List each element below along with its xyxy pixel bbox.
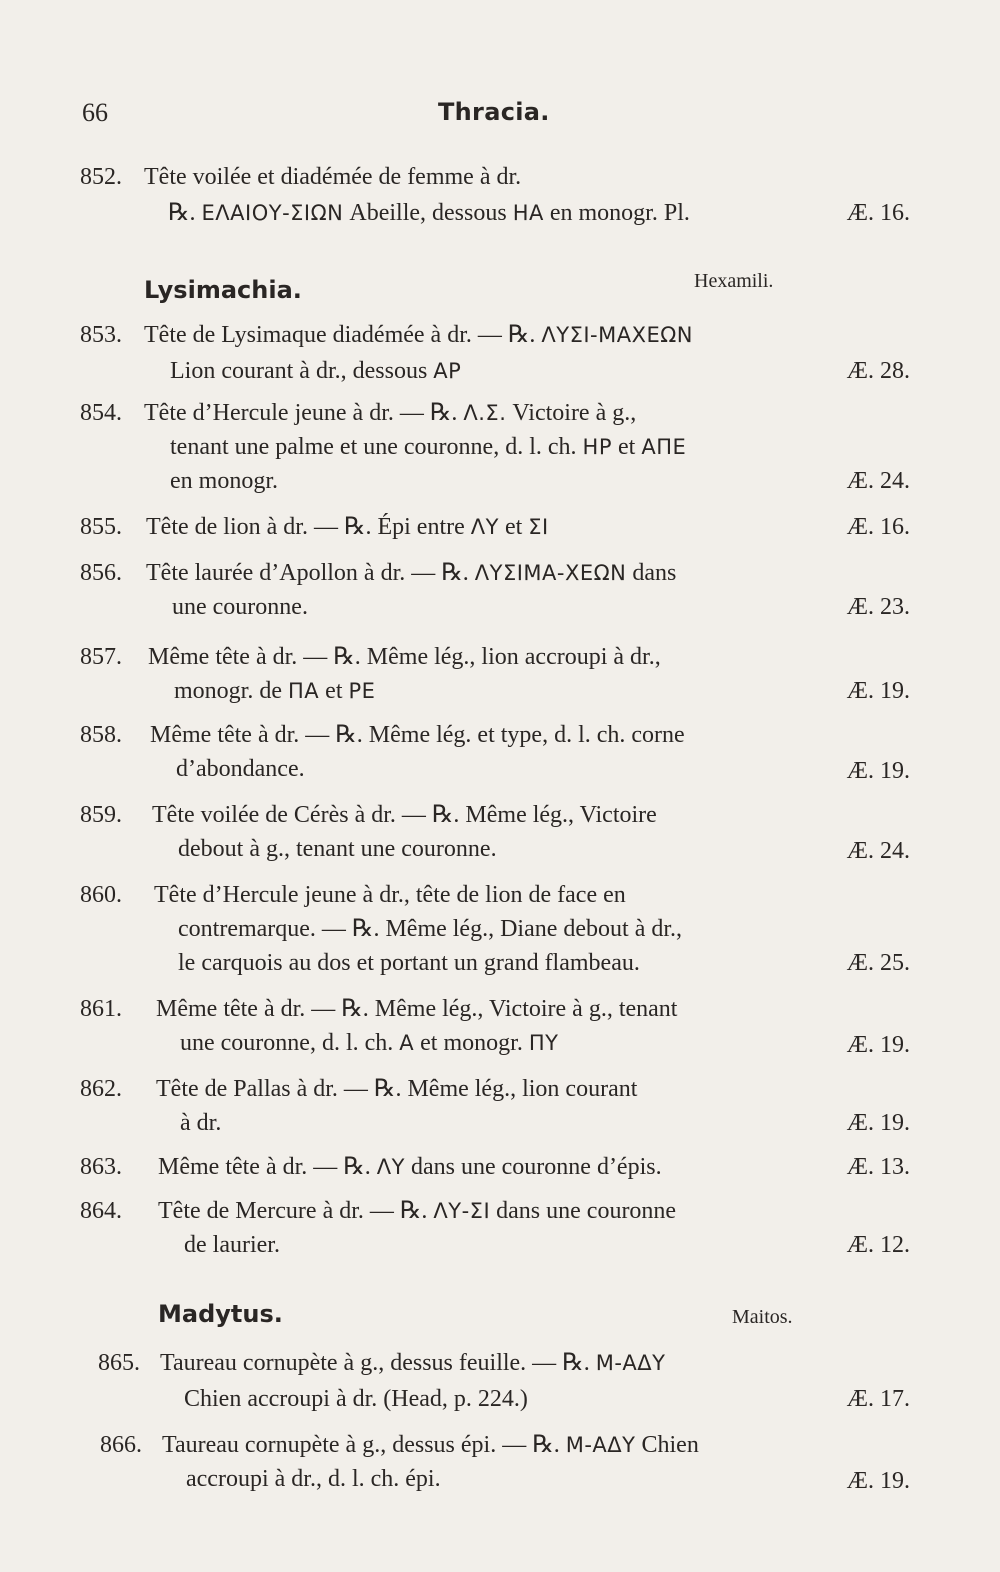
greek-legend: ΗΡ [582,435,612,459]
entry-line [168,196,690,230]
entry-line [158,1150,662,1184]
greek-legend: Λ.Σ. [463,401,507,425]
metal-size: Æ. 25. [846,950,910,976]
entry-number: 861. [80,996,122,1022]
entry-line: d’abondance. [176,756,305,782]
catalog-entry-863 [80,1150,910,1186]
entry-line: Tête voilée et diadémée de femme à dr. [144,164,522,190]
entry-number: 852. [80,164,122,190]
entry-text: une couronne, d. l. ch. [180,1030,400,1056]
entry-line: Même tête à dr. — ℞. Même lég., lion accroupi à dr., [148,644,661,670]
entry-line: Tête voilée de Cérès à dr. — ℞. Même lég., Victoire [152,802,657,828]
entry-number: 853. [80,322,122,348]
greek-legend: ΑΡ [433,359,462,383]
section-title-lysimachia: Lysimachia. [144,276,302,304]
metal-size: Æ. 13. [846,1154,910,1180]
greek-legend: ΠΑ [288,679,320,703]
entry-text: Tête de lion à dr. — ℞. Épi entre [146,514,471,540]
entry-text: Abeille, dessous [343,200,513,226]
entry-line: Tête de Pallas à dr. — ℞. Même lég., lion courant [156,1076,638,1102]
entry-number: 865. [98,1350,140,1376]
entry-number: 857. [80,644,122,670]
entry-text: dans une couronne d’épis. [405,1154,662,1180]
catalog-entry-859 [80,798,910,870]
metal-size: Æ. 19. [846,1032,910,1058]
metal-size: Æ. 12. [846,1232,910,1258]
entry-line: le carquois au dos et portant un grand flambeau. [178,950,640,976]
metal-size: Æ. 23. [846,594,910,620]
entry-line [146,510,549,544]
metal-size: Æ. 19. [846,1110,910,1136]
catalog-entry-860 [80,878,910,982]
entry-text: Tête de Lysimaque diadémée à dr. — ℞. [144,322,542,348]
entry-number: 860. [80,882,122,908]
metal-size: Æ. 16. [846,514,910,540]
greek-legend: ΕΛΑΙΟΥ-ΣΙΩΝ [201,201,344,225]
entry-line: en monogr. [170,468,278,494]
entry-text: dans une couronne [490,1198,677,1224]
greek-legend: ΡΕ [348,679,376,703]
entry-line [174,674,375,708]
entry-number: 855. [80,514,122,540]
entry-number: 854. [80,400,122,426]
entry-line [170,354,461,388]
entry-line [144,396,636,430]
entry-line: contremarque. — ℞. Même lég., Diane debout à dr., [178,916,683,942]
entry-line: une couronne. [172,594,308,620]
metal-size: Æ. 24. [846,838,910,864]
entry-number: 864. [80,1198,122,1224]
entry-line: Chien accroupi à dr. (Head, p. 224.) [184,1386,528,1412]
entry-text: et [319,678,349,704]
entry-number: 859. [80,802,122,828]
entry-number: 862. [80,1076,122,1102]
entry-line [144,318,693,352]
page-number: 66 [82,98,108,127]
entry-line: de laurier. [184,1232,280,1258]
catalog-entry-865 [98,1346,910,1418]
greek-legend: ΛΥ [470,515,499,539]
entry-number: 858. [80,722,122,748]
catalog-entry-858 [80,718,910,790]
entry-text: et [612,434,642,460]
entry-text: Taureau cornupète à g., dessus épi. — ℞. [162,1432,566,1458]
entry-text: en monogr. Pl. [543,200,690,226]
greek-legend: Μ-ΑΔΥ [595,1351,666,1375]
metal-size: Æ. 28. [846,358,910,384]
metal-size: Æ. 19. [846,758,910,784]
greek-legend: Μ-ΑΔΥ [565,1433,636,1457]
metal-size: Æ. 24. [846,468,910,494]
entry-line: à dr. [180,1110,222,1136]
entry-text: tenant une palme et une couronne, d. l. ch. [170,434,583,460]
entry-line: accroupi à dr., d. l. ch. épi. [186,1466,441,1492]
catalog-entry-856 [80,556,910,628]
entry-line [146,556,676,590]
greek-legend: ΣΙ [528,515,549,539]
reverse-sign: ℞. [168,200,202,226]
entry-text: Taureau cornupète à g., dessus feuille. — ℞. [160,1350,596,1376]
catalog-entry-864 [80,1194,910,1266]
catalog-entry-862 [80,1072,910,1144]
metal-size: Æ. 17. [846,1386,910,1412]
greek-legend: ΛΥΣΙΜΑ-ΧΕΩΝ [474,561,627,585]
entry-text: et monogr. [414,1030,529,1056]
entry-line [170,430,686,464]
catalog-entry-866 [100,1428,910,1500]
section-modern-name: Maitos. [732,1306,793,1328]
metal-size: Æ. 16. [846,200,910,226]
entry-number: 866. [100,1432,142,1458]
entry-text: Même tête à dr. — ℞. [158,1154,377,1180]
entry-text: Tête laurée d’Apollon à dr. — ℞. [146,560,475,586]
catalog-entry-853 [80,318,910,388]
greek-legend: ΗΑ [512,201,544,225]
entry-line [158,1194,676,1228]
greek-legend: ΑΠΕ [641,435,687,459]
catalog-entry-852 [80,160,910,240]
greek-legend: ΠΥ [528,1031,559,1055]
entry-text: monogr. de [174,678,288,704]
entry-number: 856. [80,560,122,586]
catalog-entry-857 [80,640,910,712]
running-head: Thracia. [438,98,550,126]
entry-line [162,1428,699,1462]
greek-legend: Α [399,1031,415,1055]
entry-line: Même tête à dr. — ℞. Même lég., Victoire à g., tenant [156,996,678,1022]
section-modern-name: Hexamili. [694,270,774,292]
greek-legend: ΛΥΣΙ-ΜΑΧΕΩΝ [541,323,694,347]
entry-text: Tête de Mercure à dr. — ℞. [158,1198,434,1224]
greek-legend: ΛΥ [376,1155,405,1179]
entry-line: debout à g., tenant une couronne. [178,836,497,862]
entry-text: et [498,514,529,540]
catalog-entry-861 [80,992,910,1064]
entry-text: Chien [635,1432,699,1458]
entry-line [160,1346,665,1380]
entry-text: Tête d’Hercule jeune à dr. — ℞. [144,400,464,426]
entry-line: Même tête à dr. — ℞. Même lég. et type, d. l. ch. corne [150,722,685,748]
entry-number: 863. [80,1154,122,1180]
catalog-entry-855 [80,510,910,546]
greek-legend: ΛΥ-ΣΙ [433,1199,491,1223]
entry-line [180,1026,558,1060]
entry-text: Victoire à g., [506,400,637,426]
entry-text: dans [626,560,677,586]
entry-text: Lion courant à dr., dessous [170,358,434,384]
entry-line: Tête d’Hercule jeune à dr., tête de lion de face en [154,882,626,908]
metal-size: Æ. 19. [846,1468,910,1494]
metal-size: Æ. 19. [846,678,910,704]
catalog-entry-854 [80,396,910,502]
section-title-madytus: Madytus. [158,1300,283,1328]
